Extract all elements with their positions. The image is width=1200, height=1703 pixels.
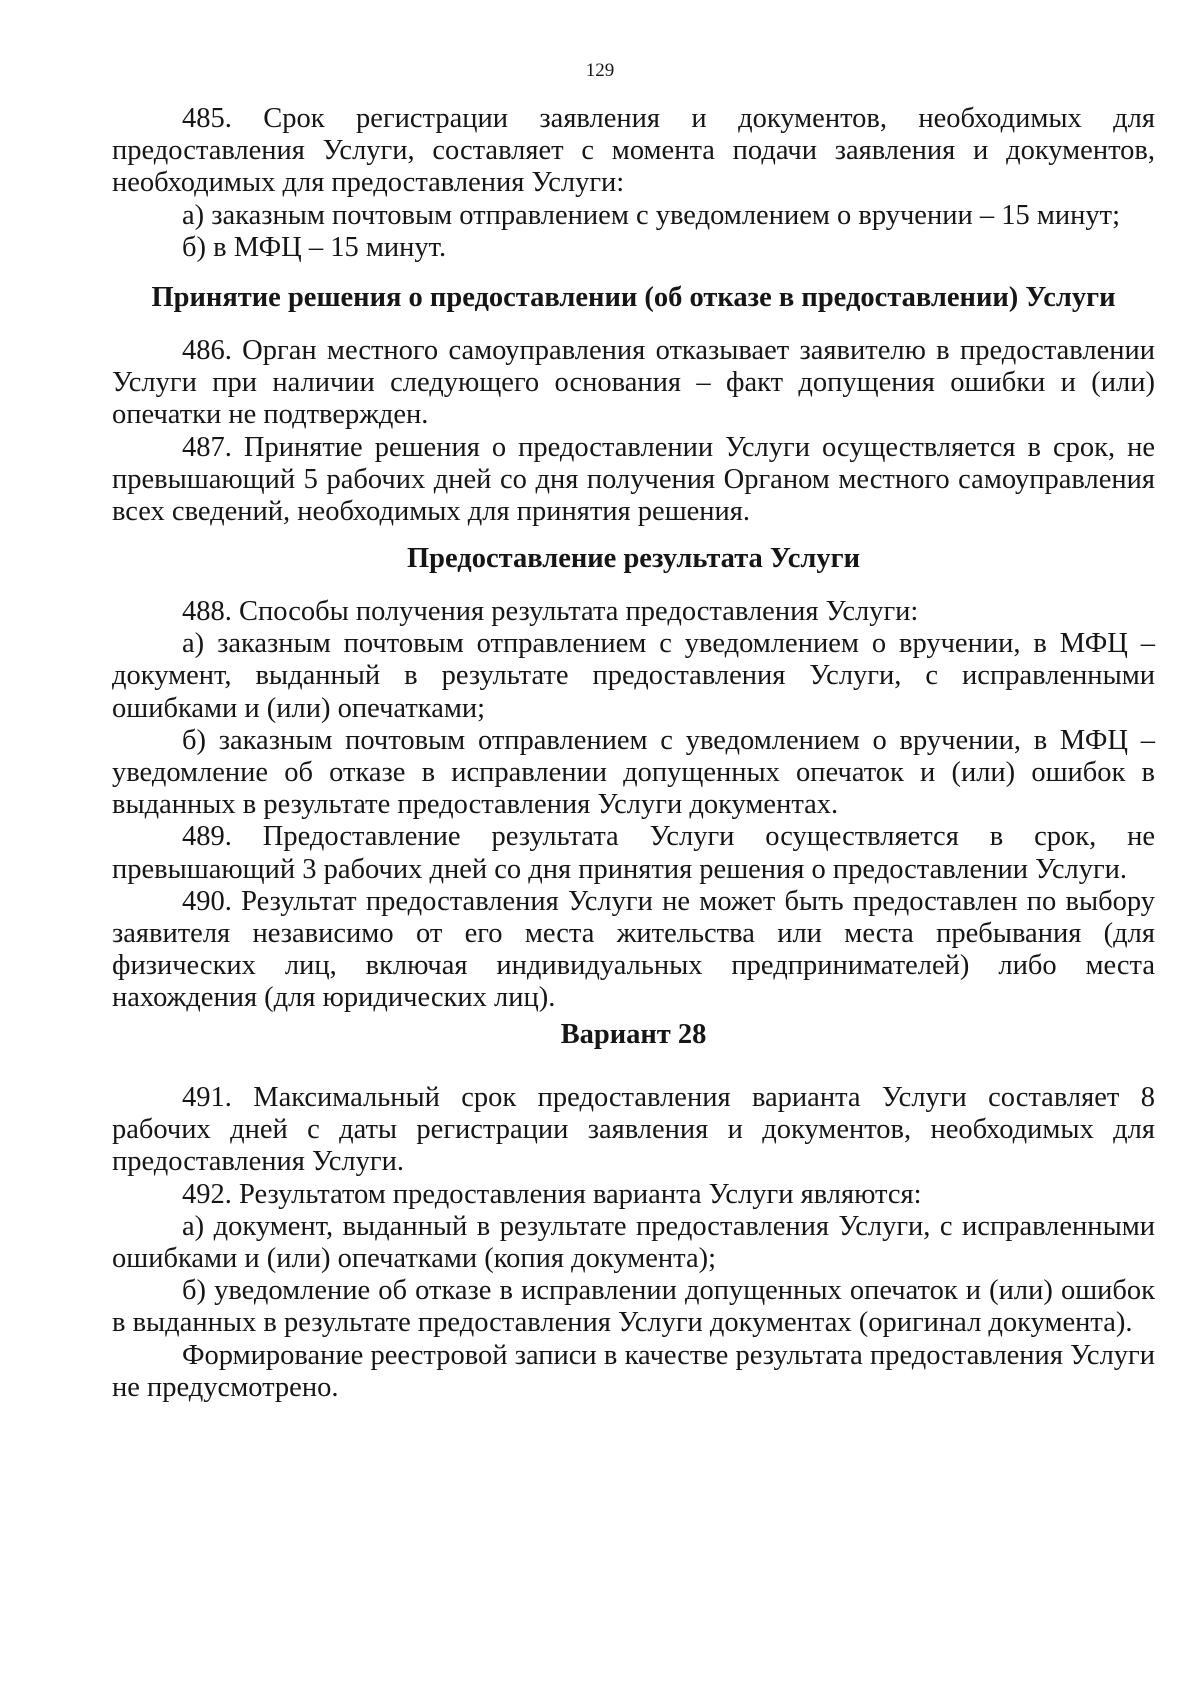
section-485 bbox=[112, 103, 1155, 264]
section-491-492 bbox=[112, 1082, 1155, 1404]
paragraph-closing: Формирование реестровой записи в качестве результата предоставления Услуги не предусмотрено. bbox=[112, 1339, 1155, 1403]
section-488-490 bbox=[112, 596, 1155, 1015]
paragraph-489: 489. Предоставление результата Услуги осуществляется в срок, не превышающий 3 рабочих дней со дня принятия решения о предоставлении Услуги. bbox=[112, 821, 1155, 885]
paragraph-492-b: б) уведомление об отказе в исправлении допущенных опечаток и (или) ошибок в выданных в результате предоставления Услуги документах (оригинал документа). bbox=[112, 1275, 1155, 1339]
paragraph-485: 485. Срок регистрации заявления и документов, необходимых для предоставления Услуги, составляет с момента подачи заявления и документов, необходимых для предоставления Услуги: bbox=[112, 103, 1155, 199]
paragraph-488-b: б) заказным почтовым отправлением с уведомлением о вручении, в МФЦ – уведомление об отказе в исправлении допущенных опечаток и (или) ошибок в выданных в результате предоставления Услуги документах. bbox=[112, 724, 1155, 821]
paragraph-485-b: б) в МФЦ – 15 минут. bbox=[182, 231, 447, 263]
paragraph-490: 490. Результат предоставления Услуги не может быть предоставлен по выбору заявителя независимо от его места жительства или места пребывания (для физических лиц, включая индивидуальных предпринимателей) либо места нахождения (для юридических лиц). bbox=[112, 885, 1155, 1014]
heading-decision: Принятие решения о предоставлении (об отказе в предоставлении) Услуги bbox=[151, 282, 1116, 313]
paragraph-488: 488. Способы получения результата предоставления Услуги: bbox=[182, 596, 919, 627]
heading-variant: Вариант 28 bbox=[560, 1019, 707, 1050]
paragraph-486: 486. Орган местного самоуправления отказывает заявителю в предоставлении Услуги при наличии следующего основания – факт допущения ошибки и (или) опечатки не подтвержден. bbox=[112, 335, 1155, 431]
paragraph-485-a: а) заказным почтовым отправлением с уведомлением о вручении – 15 минут; bbox=[182, 199, 1120, 231]
heading-result: Предоставление результата Услуги bbox=[406, 543, 861, 574]
paragraph-492-a: а) документ, выданный в результате предоставления Услуги, с исправленными ошибками и (или) опечатками (копия документа); bbox=[112, 1210, 1155, 1275]
page-number: 129 bbox=[585, 60, 615, 81]
paragraph-491: 491. Максимальный срок предоставления варианта Услуги составляет 8 рабочих дней с даты регистрации заявления и документов, необходимых для предоставления Услуги. bbox=[112, 1082, 1155, 1178]
section-486-487 bbox=[112, 335, 1155, 528]
paragraph-492: 492. Результатом предоставления варианта Услуги являются: bbox=[182, 1178, 922, 1210]
paragraph-488-a: а) заказным почтовым отправлением с уведомлением о вручении, в МФЦ – документ, выданный в результате предоставления Услуги, с исправленными ошибками и (или) опечатками; bbox=[112, 628, 1155, 724]
paragraph-487: 487. Принятие решения о предоставлении Услуги осуществляется в срок, не превышающий 5 рабочих дней со дня получения Органом местного самоуправления всех сведений, необходимых для принятия решения. bbox=[112, 431, 1155, 528]
